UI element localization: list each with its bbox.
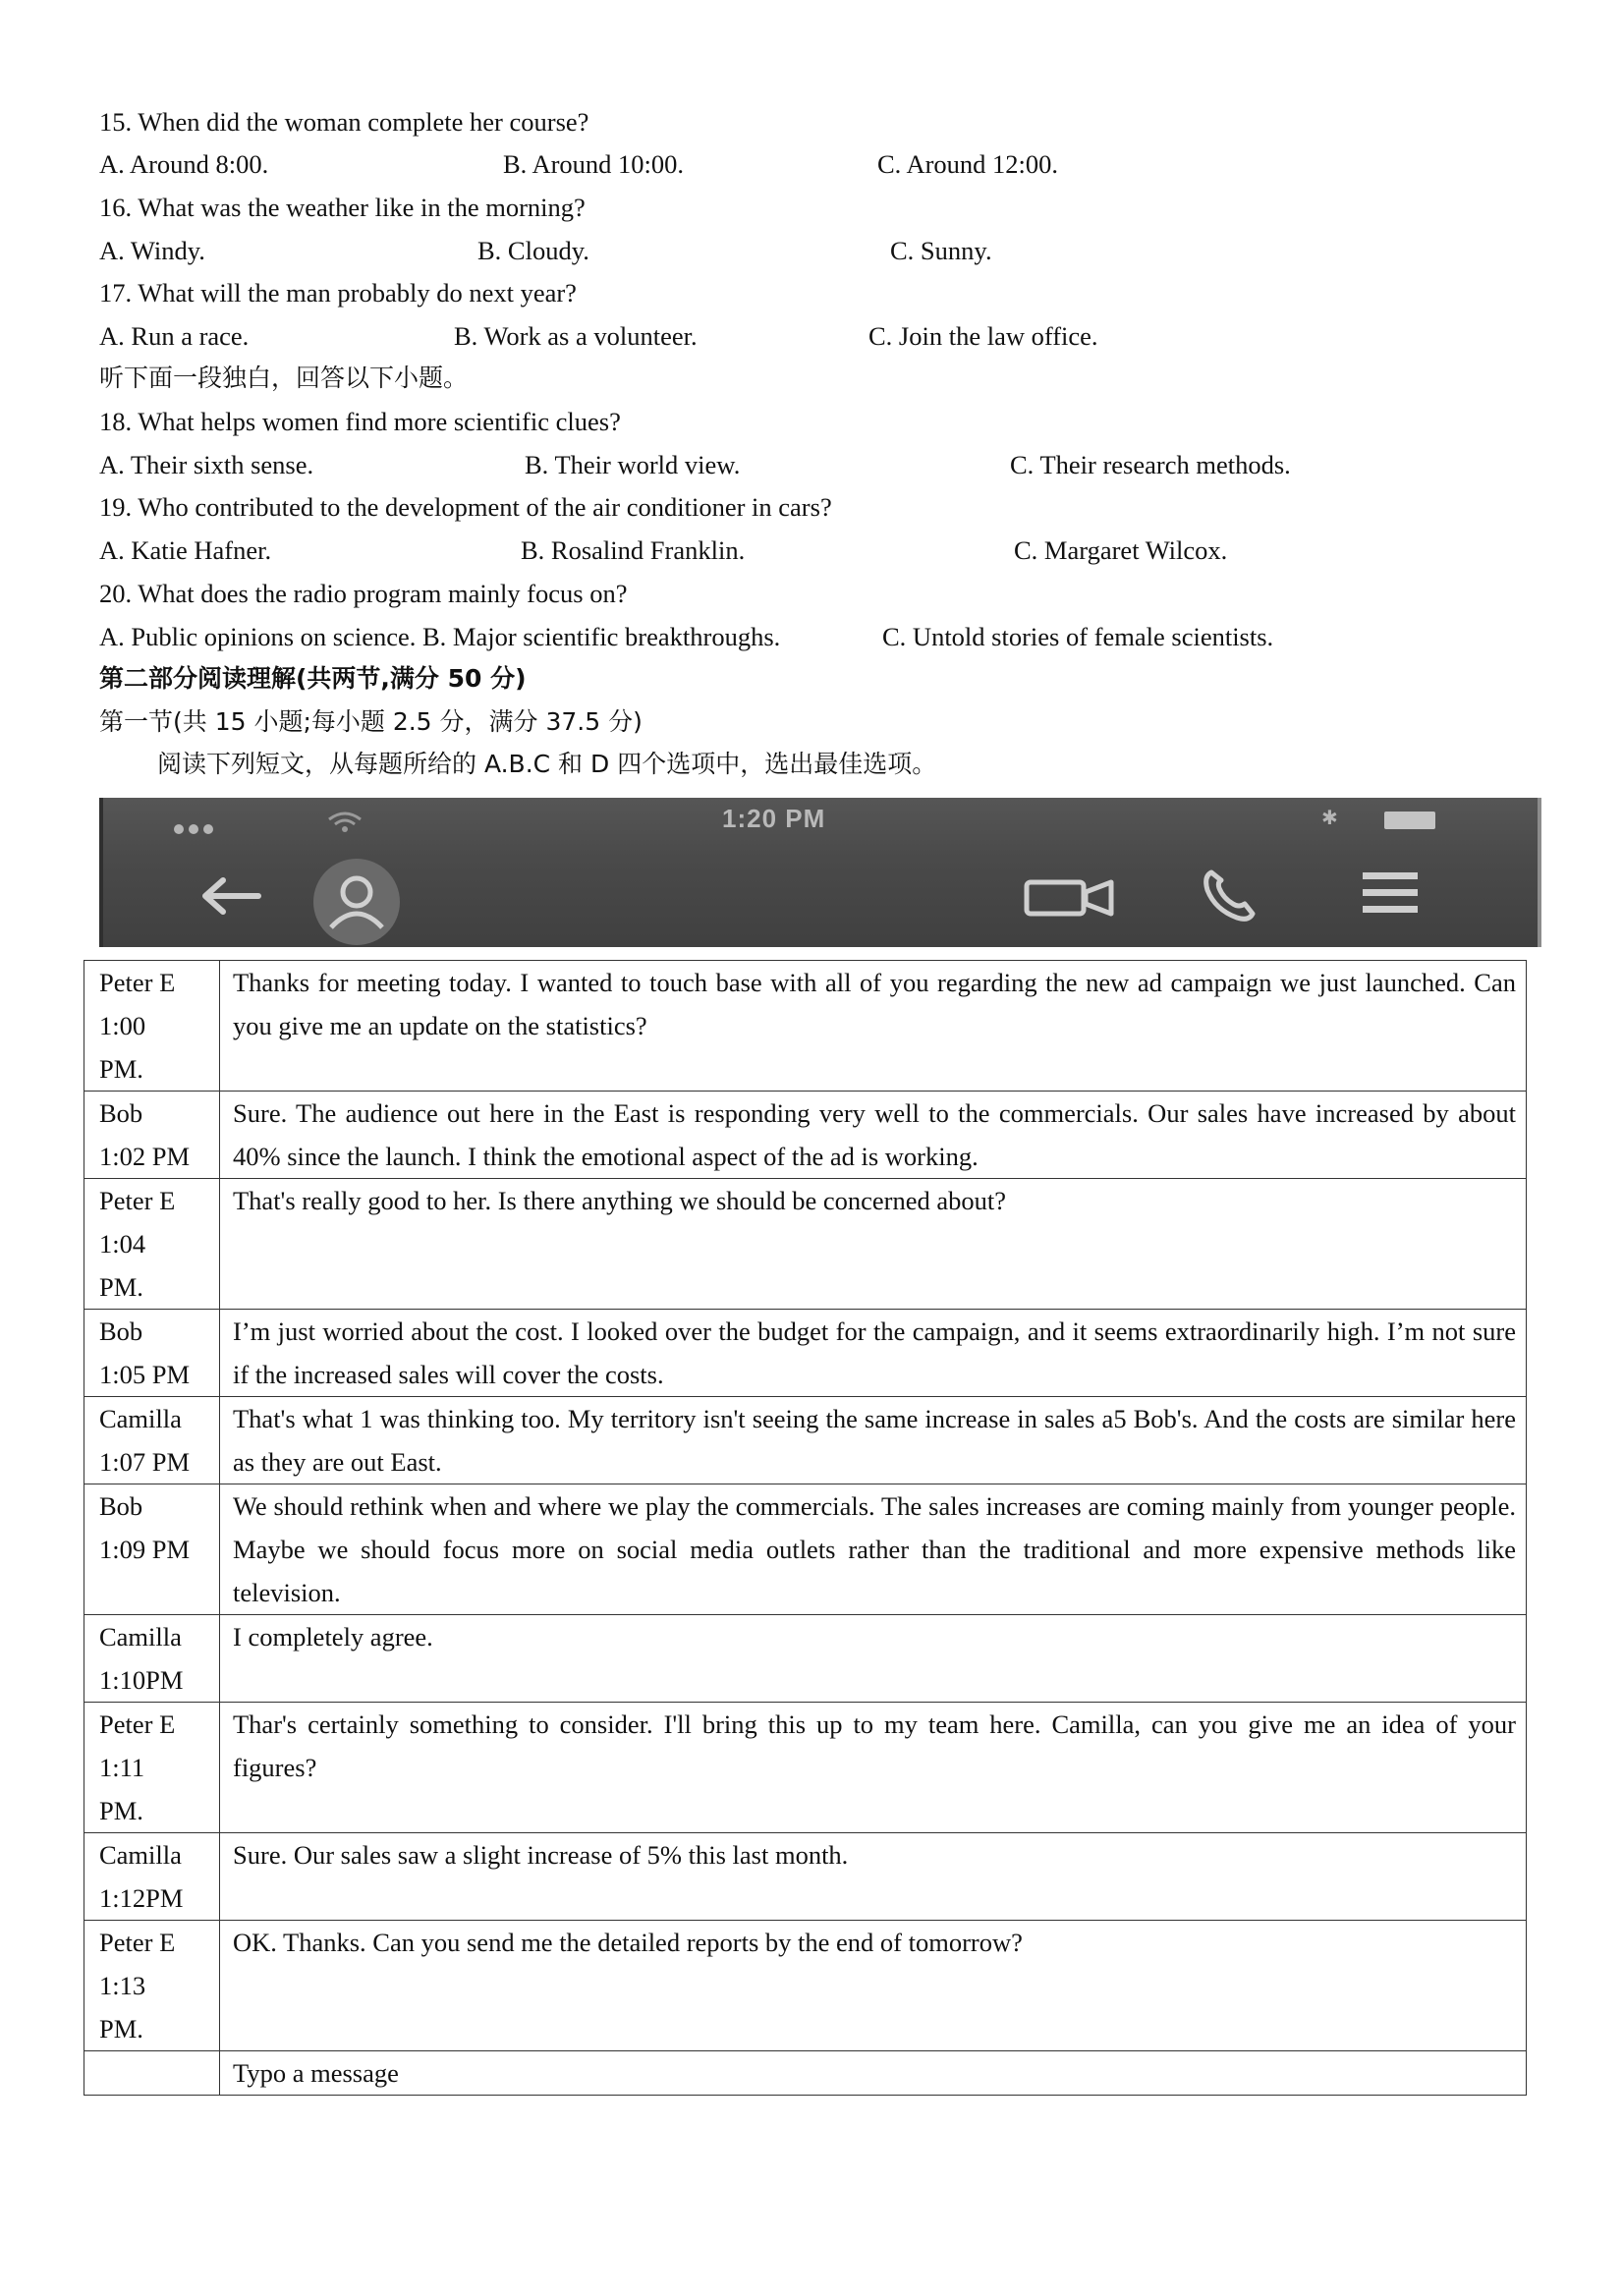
q20-option-c: C. Untold stories of female scientists. xyxy=(882,622,1274,651)
chat-row xyxy=(84,1092,1527,1179)
q16-option-b: B. Cloudy. xyxy=(477,236,589,265)
chat-message: OK. Thanks. Can you send me the detailed reports by the end of tomorrow? xyxy=(220,1921,1527,2051)
question-15: 15. When did the woman complete her course? xyxy=(99,107,589,137)
bluetooth-icon: ✱ xyxy=(1321,806,1338,829)
phone-icon[interactable] xyxy=(1200,867,1259,925)
chat-timestamp: 1:00 xyxy=(99,1011,146,1040)
chat-sender-cell xyxy=(84,1615,220,1703)
status-time: 1:20 PM xyxy=(722,804,826,833)
chat-row xyxy=(84,1310,1527,1397)
chat-sender-name: Bob xyxy=(99,1316,143,1346)
chat-timestamp: 1:07 PM xyxy=(99,1447,191,1477)
chat-sender-name: Camilla xyxy=(99,1622,182,1652)
chat-timestamp: 1:09 PM xyxy=(99,1535,191,1564)
q15-option-b: B. Around 10:00. xyxy=(503,149,685,179)
chat-sender-name: Camilla xyxy=(99,1840,182,1870)
chat-timestamp: 1:13 xyxy=(99,1971,146,2000)
chat-message: Sure. The audience out here in the East is responding very well to the commercials. Our sales have increased by about 40% since the launch. I think the emotional aspect of the ad is working. xyxy=(220,1092,1527,1179)
chat-sender-name: Peter E xyxy=(99,1709,176,1739)
status-bar xyxy=(103,798,1538,835)
q17-option-a: A. Run a race. xyxy=(99,321,250,351)
chat-message: That's what 1 was thinking too. My territory isn't seeing the same increase in sales a5 Bob's. And the costs are similar here as they are out East. xyxy=(220,1397,1527,1484)
chat-timestamp: 1:10PM xyxy=(99,1665,184,1695)
chat-sender-name: Camilla xyxy=(99,1404,182,1433)
chat-message: We should rethink when and where we play the commercials. The sales increases are coming mainly from younger people. Maybe we should focus more on social media outlets rather than the traditional and more expensive methods like television. xyxy=(220,1484,1527,1615)
chat-sender-name: Peter E xyxy=(99,1186,176,1215)
chat-message: Thar's certainly something to consider. I'll bring this up to my team here. Camilla, can you give me an idea of your figures? xyxy=(220,1703,1527,1833)
chat-sender-name: Bob xyxy=(99,1491,143,1521)
chat-sender-name: Bob xyxy=(99,1098,143,1128)
monologue-instruction: 听下面一段独白，回答以下小题。 xyxy=(99,364,469,392)
chat-row xyxy=(84,1484,1527,1615)
chat-sender-name: Peter E xyxy=(99,1928,176,1957)
q16-option-a: A. Windy. xyxy=(99,236,205,265)
q18-option-c: C. Their research methods. xyxy=(1010,450,1291,479)
chat-timestamp: 1:12PM xyxy=(99,1883,184,1913)
signal-dots-icon xyxy=(174,821,218,839)
q15-option-a: A. Around 8:00. xyxy=(99,149,269,179)
q20-options-a-b: A. Public opinions on science. B. Major scientific breakthroughs. xyxy=(99,622,781,651)
chat-row xyxy=(84,1615,1527,1703)
chat-sender-cell xyxy=(84,1092,220,1179)
chat-timestamp: 1:04 xyxy=(99,1229,146,1259)
chat-sender-cell xyxy=(84,961,220,1092)
input-row-spacer xyxy=(84,2051,220,2096)
q17-option-c: C. Join the law office. xyxy=(868,321,1098,351)
chat-sender-name: Peter E xyxy=(99,968,176,997)
wifi-icon xyxy=(327,812,363,833)
chat-timestamp: PM. xyxy=(99,1796,143,1825)
chat-sender-cell xyxy=(84,1179,220,1310)
chat-row xyxy=(84,1833,1527,1921)
question-18: 18. What helps women find more scientific clues? xyxy=(99,407,621,436)
message-input-row xyxy=(84,2051,1527,2096)
chat-sender-cell xyxy=(84,1397,220,1484)
q17-option-b: B. Work as a volunteer. xyxy=(454,321,698,351)
chat-sender-cell xyxy=(84,1921,220,2051)
chat-timestamp: 1:02 PM xyxy=(99,1142,191,1171)
question-19: 19. Who contributed to the development of the air conditioner in cars? xyxy=(99,492,832,522)
chat-row xyxy=(84,1703,1527,1833)
chat-timestamp: PM. xyxy=(99,2014,143,2044)
chat-timestamp: 1:05 PM xyxy=(99,1360,191,1389)
chat-message: Sure. Our sales saw a slight increase of 5% this last month. xyxy=(220,1833,1527,1921)
chat-sender-cell xyxy=(84,1310,220,1397)
chat-row xyxy=(84,961,1527,1092)
reading-instruction: 阅读下列短文，从每题所给的 A.B.C 和 D 四个选项中，选出最佳选项。 xyxy=(157,750,937,778)
chat-row xyxy=(84,1397,1527,1484)
question-17: 17. What will the man probably do next year? xyxy=(99,278,577,308)
message-input[interactable]: Typo a message xyxy=(220,2051,1527,2096)
avatar-icon[interactable] xyxy=(311,857,402,947)
q19-option-a: A. Katie Hafner. xyxy=(99,535,272,565)
chat-timestamp: 1:11 xyxy=(99,1753,145,1782)
chat-row xyxy=(84,1921,1527,2051)
q18-option-b: B. Their world view. xyxy=(525,450,741,479)
q19-option-b: B. Rosalind Franklin. xyxy=(521,535,746,565)
q19-option-c: C. Margaret Wilcox. xyxy=(1014,535,1228,565)
menu-icon[interactable] xyxy=(1361,870,1420,916)
chat-row xyxy=(84,1179,1527,1310)
chat-transcript xyxy=(84,960,1527,2096)
part2-title: 第二部分阅读理解(共两节,满分 50 分) xyxy=(99,664,527,693)
phone-chat-header xyxy=(99,798,1541,947)
section1-title: 第一节(共 15 小题;每小题 2.5 分，满分 37.5 分) xyxy=(99,707,643,736)
chat-message: That's really good to her. Is there anything we should be concerned about? xyxy=(220,1179,1527,1310)
chat-timestamp: PM. xyxy=(99,1272,143,1302)
question-20: 20. What does the radio program mainly focus on? xyxy=(99,579,628,608)
chat-sender-cell xyxy=(84,1484,220,1615)
chat-message: I’m just worried about the cost. I looked over the budget for the campaign, and it seems extraordinarily high. I’m not sure if the increased sales will cover the costs. xyxy=(220,1310,1527,1397)
chat-sender-cell xyxy=(84,1833,220,1921)
battery-icon xyxy=(1384,812,1435,829)
chat-sender-cell xyxy=(84,1703,220,1833)
chat-message: Thanks for meeting today. I wanted to touch base with all of you regarding the new ad campaign we just launched. Can you give me an update on the statistics? xyxy=(220,961,1527,1092)
chat-message: I completely agree. xyxy=(220,1615,1527,1703)
back-arrow-icon[interactable] xyxy=(199,876,262,916)
video-camera-icon[interactable] xyxy=(1023,876,1117,920)
question-16: 16. What was the weather like in the morning? xyxy=(99,193,586,222)
q15-option-c: C. Around 12:00. xyxy=(877,149,1059,179)
q18-option-a: A. Their sixth sense. xyxy=(99,450,314,479)
q16-option-c: C. Sunny. xyxy=(890,236,992,265)
chat-timestamp: PM. xyxy=(99,1054,143,1084)
